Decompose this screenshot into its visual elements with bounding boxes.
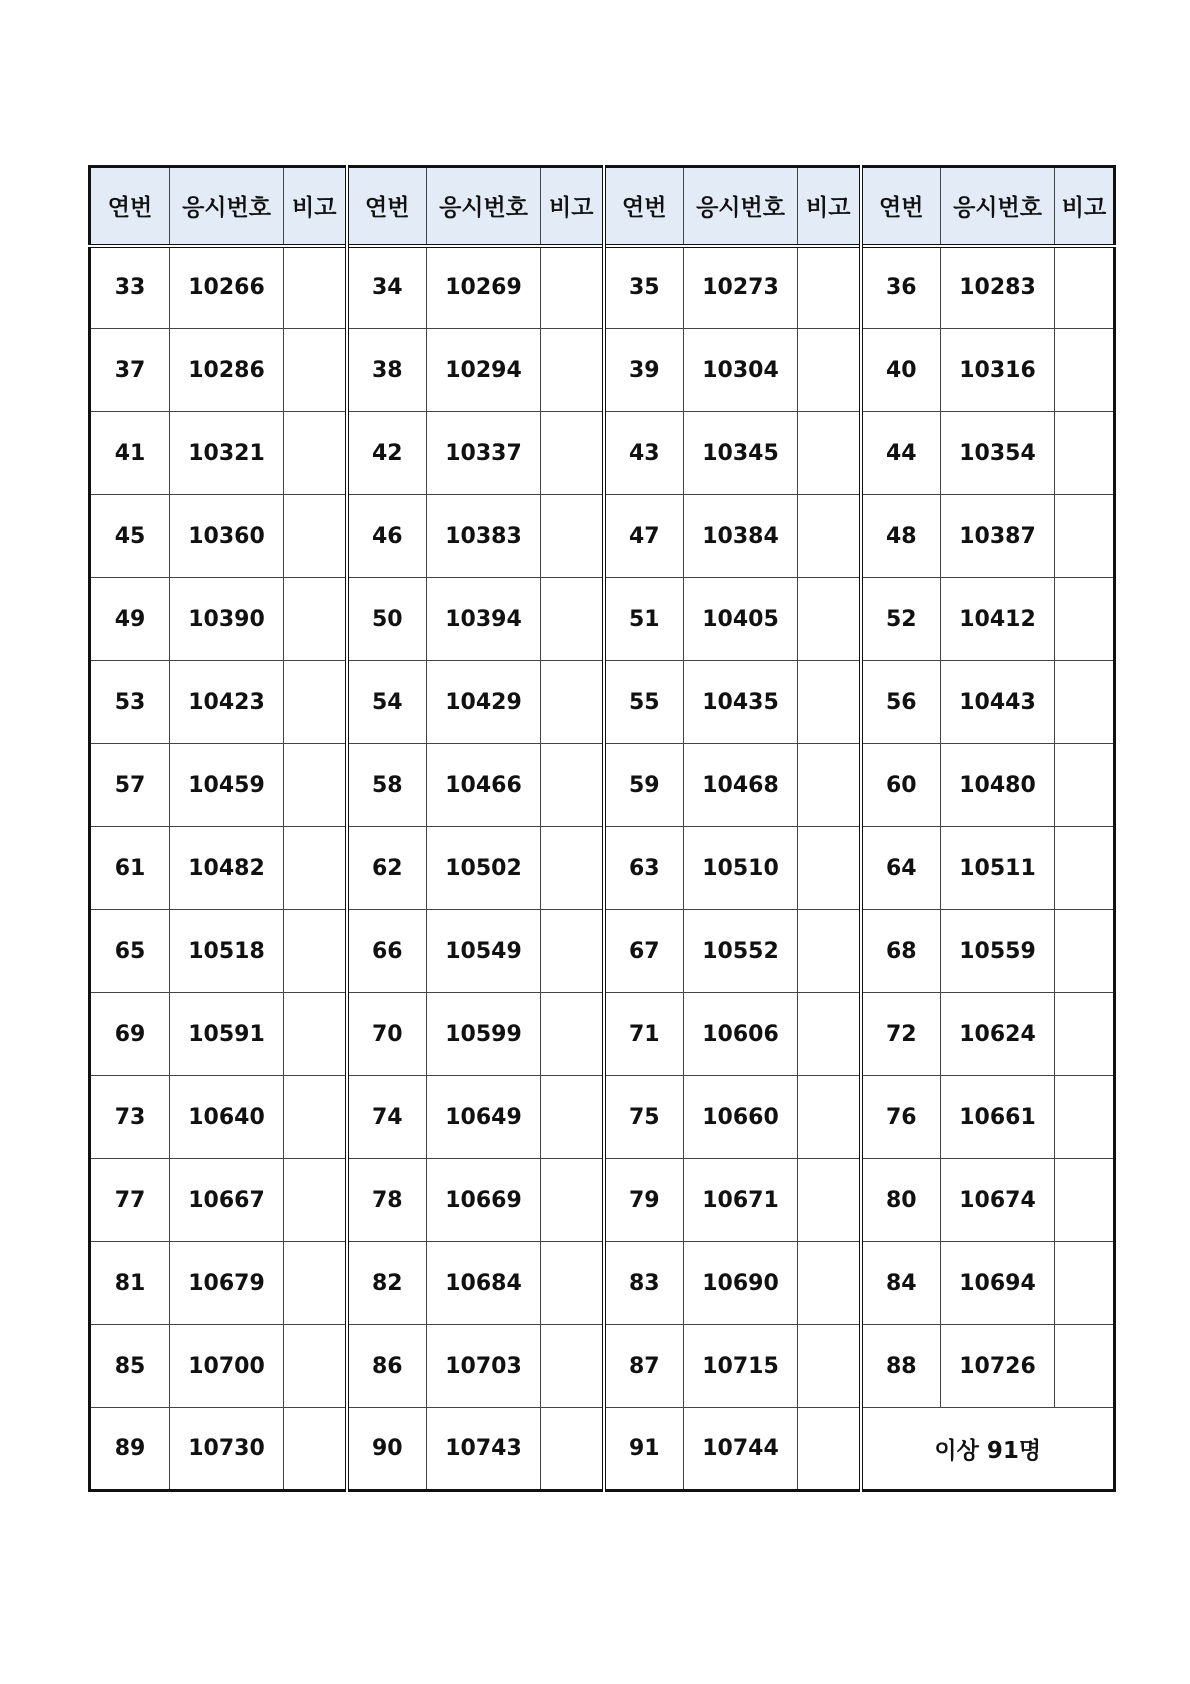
exam-number-cell: 10684 <box>427 1242 541 1325</box>
remark-cell <box>541 495 604 578</box>
seq-cell: 48 <box>861 495 941 578</box>
table-row <box>90 827 1115 910</box>
table-row <box>90 661 1115 744</box>
exam-number-cell: 10459 <box>170 744 284 827</box>
table-row <box>90 412 1115 495</box>
exam-number-cell: 10502 <box>427 827 541 910</box>
remark-cell <box>541 329 604 412</box>
seq-cell: 61 <box>90 827 170 910</box>
remark-cell <box>284 1325 347 1408</box>
exam-number-cell: 10283 <box>941 246 1055 329</box>
seq-cell: 87 <box>604 1325 684 1408</box>
remark-cell <box>798 246 861 329</box>
exam-number-cell: 10304 <box>684 329 798 412</box>
seq-cell: 58 <box>347 744 427 827</box>
exam-number-cell: 10266 <box>170 246 284 329</box>
header-remark: 비고 <box>798 167 861 246</box>
table-row <box>90 910 1115 993</box>
header-seq: 연번 <box>604 167 684 246</box>
remark-cell <box>284 910 347 993</box>
remark-cell <box>1055 578 1115 661</box>
seq-cell: 53 <box>90 661 170 744</box>
exam-number-cell: 10640 <box>170 1076 284 1159</box>
remark-cell <box>284 827 347 910</box>
table-row <box>90 578 1115 661</box>
remark-cell <box>1055 910 1115 993</box>
remark-cell <box>1055 744 1115 827</box>
header-seq: 연번 <box>347 167 427 246</box>
seq-cell: 49 <box>90 578 170 661</box>
seq-cell: 54 <box>347 661 427 744</box>
seq-cell: 36 <box>861 246 941 329</box>
seq-cell: 37 <box>90 329 170 412</box>
exam-number-cell: 10671 <box>684 1159 798 1242</box>
exam-number-cell: 10383 <box>427 495 541 578</box>
exam-number-cell: 10591 <box>170 993 284 1076</box>
remark-cell <box>1055 1242 1115 1325</box>
exam-number-cell: 10667 <box>170 1159 284 1242</box>
seq-cell: 65 <box>90 910 170 993</box>
remark-cell <box>541 1325 604 1408</box>
seq-cell: 80 <box>861 1159 941 1242</box>
header-exam-no: 응시번호 <box>684 167 798 246</box>
remark-cell <box>284 1242 347 1325</box>
seq-cell: 50 <box>347 578 427 661</box>
remark-cell <box>1055 661 1115 744</box>
remark-cell <box>284 993 347 1076</box>
header-exam-no: 응시번호 <box>170 167 284 246</box>
seq-cell: 55 <box>604 661 684 744</box>
seq-cell: 57 <box>90 744 170 827</box>
exam-number-cell: 10269 <box>427 246 541 329</box>
seq-cell: 78 <box>347 1159 427 1242</box>
remark-cell <box>798 1242 861 1325</box>
exam-number-cell: 10360 <box>170 495 284 578</box>
seq-cell: 84 <box>861 1242 941 1325</box>
seq-cell: 83 <box>604 1242 684 1325</box>
table-row <box>90 1408 1115 1491</box>
seq-cell: 77 <box>90 1159 170 1242</box>
exam-number-cell: 10354 <box>941 412 1055 495</box>
exam-number-cell: 10435 <box>684 661 798 744</box>
seq-cell: 33 <box>90 246 170 329</box>
remark-cell <box>1055 1076 1115 1159</box>
remark-cell <box>1055 1325 1115 1408</box>
exam-number-cell: 10674 <box>941 1159 1055 1242</box>
exam-number-cell: 10743 <box>427 1408 541 1491</box>
seq-cell: 39 <box>604 329 684 412</box>
exam-number-cell: 10730 <box>170 1408 284 1491</box>
header-row <box>90 167 1115 246</box>
seq-cell: 45 <box>90 495 170 578</box>
exam-number-cell: 10552 <box>684 910 798 993</box>
seq-cell: 70 <box>347 993 427 1076</box>
exam-number-cell: 10549 <box>427 910 541 993</box>
remark-cell <box>284 412 347 495</box>
header-remark: 비고 <box>541 167 604 246</box>
seq-cell: 75 <box>604 1076 684 1159</box>
seq-cell: 66 <box>347 910 427 993</box>
exam-number-cell: 10661 <box>941 1076 1055 1159</box>
table-body <box>90 246 1115 1491</box>
exam-number-cell: 10273 <box>684 246 798 329</box>
remark-cell <box>1055 329 1115 412</box>
seq-cell: 46 <box>347 495 427 578</box>
remark-cell <box>1055 495 1115 578</box>
exam-number-cell: 10624 <box>941 993 1055 1076</box>
remark-cell <box>541 827 604 910</box>
remark-cell <box>541 412 604 495</box>
seq-cell: 42 <box>347 412 427 495</box>
table-row <box>90 1159 1115 1242</box>
remark-cell <box>284 1159 347 1242</box>
exam-number-cell: 10384 <box>684 495 798 578</box>
seq-cell: 85 <box>90 1325 170 1408</box>
exam-number-cell: 10559 <box>941 910 1055 993</box>
exam-number-cell: 10468 <box>684 744 798 827</box>
seq-cell: 69 <box>90 993 170 1076</box>
seq-cell: 76 <box>861 1076 941 1159</box>
remark-cell <box>798 744 861 827</box>
remark-cell <box>541 910 604 993</box>
exam-number-cell: 10480 <box>941 744 1055 827</box>
exam-number-cell: 10429 <box>427 661 541 744</box>
remark-cell <box>798 993 861 1076</box>
seq-cell: 56 <box>861 661 941 744</box>
exam-number-cell: 10669 <box>427 1159 541 1242</box>
remark-cell <box>798 1076 861 1159</box>
seq-cell: 86 <box>347 1325 427 1408</box>
remark-cell <box>1055 246 1115 329</box>
seq-cell: 64 <box>861 827 941 910</box>
remark-cell <box>541 578 604 661</box>
header-seq: 연번 <box>861 167 941 246</box>
remark-cell <box>541 661 604 744</box>
remark-cell <box>798 910 861 993</box>
seq-cell: 47 <box>604 495 684 578</box>
remark-cell <box>541 1159 604 1242</box>
remark-cell <box>1055 1159 1115 1242</box>
exam-number-cell: 10518 <box>170 910 284 993</box>
exam-number-cell: 10390 <box>170 578 284 661</box>
seq-cell: 67 <box>604 910 684 993</box>
remark-cell <box>541 1076 604 1159</box>
remark-cell <box>541 1242 604 1325</box>
exam-number-cell: 10387 <box>941 495 1055 578</box>
seq-cell: 44 <box>861 412 941 495</box>
exam-number-cell: 10679 <box>170 1242 284 1325</box>
table-row <box>90 495 1115 578</box>
seq-cell: 90 <box>347 1408 427 1491</box>
header-exam-no: 응시번호 <box>427 167 541 246</box>
seq-cell: 74 <box>347 1076 427 1159</box>
header-exam-no: 응시번호 <box>941 167 1055 246</box>
remark-cell <box>284 1076 347 1159</box>
seq-cell: 38 <box>347 329 427 412</box>
remark-cell <box>541 246 604 329</box>
seq-cell: 59 <box>604 744 684 827</box>
remark-cell <box>284 1408 347 1491</box>
remark-cell <box>284 661 347 744</box>
exam-number-cell: 10703 <box>427 1325 541 1408</box>
table-row <box>90 1076 1115 1159</box>
applicant-number-table <box>88 165 1116 1492</box>
table-row <box>90 246 1115 329</box>
remark-cell <box>284 329 347 412</box>
remark-cell <box>284 744 347 827</box>
seq-cell: 81 <box>90 1242 170 1325</box>
seq-cell: 40 <box>861 329 941 412</box>
remark-cell <box>284 578 347 661</box>
table-row <box>90 744 1115 827</box>
exam-number-cell: 10466 <box>427 744 541 827</box>
exam-number-cell: 10443 <box>941 661 1055 744</box>
seq-cell: 82 <box>347 1242 427 1325</box>
seq-cell: 51 <box>604 578 684 661</box>
seq-cell: 41 <box>90 412 170 495</box>
seq-cell: 73 <box>90 1076 170 1159</box>
seq-cell: 43 <box>604 412 684 495</box>
remark-cell <box>284 246 347 329</box>
remark-cell <box>541 744 604 827</box>
exam-number-cell: 10294 <box>427 329 541 412</box>
remark-cell <box>284 495 347 578</box>
seq-cell: 79 <box>604 1159 684 1242</box>
exam-number-cell: 10510 <box>684 827 798 910</box>
exam-number-cell: 10660 <box>684 1076 798 1159</box>
remark-cell <box>541 993 604 1076</box>
seq-cell: 72 <box>861 993 941 1076</box>
remark-cell <box>1055 827 1115 910</box>
exam-number-cell: 10700 <box>170 1325 284 1408</box>
seq-cell: 71 <box>604 993 684 1076</box>
total-count-summary: 이상 91명 <box>861 1408 1115 1491</box>
remark-cell <box>798 329 861 412</box>
remark-cell <box>798 1159 861 1242</box>
remark-cell <box>798 412 861 495</box>
seq-cell: 52 <box>861 578 941 661</box>
exam-number-cell: 10482 <box>170 827 284 910</box>
remark-cell <box>1055 412 1115 495</box>
exam-number-cell: 10405 <box>684 578 798 661</box>
table-row <box>90 993 1115 1076</box>
exam-number-cell: 10286 <box>170 329 284 412</box>
exam-number-cell: 10511 <box>941 827 1055 910</box>
exam-number-cell: 10412 <box>941 578 1055 661</box>
remark-cell <box>798 1325 861 1408</box>
seq-cell: 62 <box>347 827 427 910</box>
header-seq: 연번 <box>90 167 170 246</box>
seq-cell: 88 <box>861 1325 941 1408</box>
exam-number-cell: 10690 <box>684 1242 798 1325</box>
exam-number-cell: 10744 <box>684 1408 798 1491</box>
exam-number-cell: 10345 <box>684 412 798 495</box>
exam-number-cell: 10599 <box>427 993 541 1076</box>
remark-cell <box>798 495 861 578</box>
table-row <box>90 1242 1115 1325</box>
remark-cell <box>541 1408 604 1491</box>
remark-cell <box>798 1408 861 1491</box>
exam-number-cell: 10694 <box>941 1242 1055 1325</box>
table-row <box>90 1325 1115 1408</box>
remark-cell <box>1055 993 1115 1076</box>
exam-number-cell: 10321 <box>170 412 284 495</box>
exam-number-cell: 10316 <box>941 329 1055 412</box>
exam-number-cell: 10715 <box>684 1325 798 1408</box>
seq-cell: 34 <box>347 246 427 329</box>
seq-cell: 68 <box>861 910 941 993</box>
seq-cell: 63 <box>604 827 684 910</box>
remark-cell <box>798 661 861 744</box>
exam-number-cell: 10649 <box>427 1076 541 1159</box>
seq-cell: 60 <box>861 744 941 827</box>
exam-number-cell: 10423 <box>170 661 284 744</box>
seq-cell: 89 <box>90 1408 170 1491</box>
remark-cell <box>798 827 861 910</box>
exam-number-cell: 10726 <box>941 1325 1055 1408</box>
header-remark: 비고 <box>1055 167 1115 246</box>
exam-number-cell: 10606 <box>684 993 798 1076</box>
table-row <box>90 329 1115 412</box>
seq-cell: 35 <box>604 246 684 329</box>
remark-cell <box>798 578 861 661</box>
header-remark: 비고 <box>284 167 347 246</box>
exam-number-cell: 10337 <box>427 412 541 495</box>
seq-cell: 91 <box>604 1408 684 1491</box>
exam-number-cell: 10394 <box>427 578 541 661</box>
